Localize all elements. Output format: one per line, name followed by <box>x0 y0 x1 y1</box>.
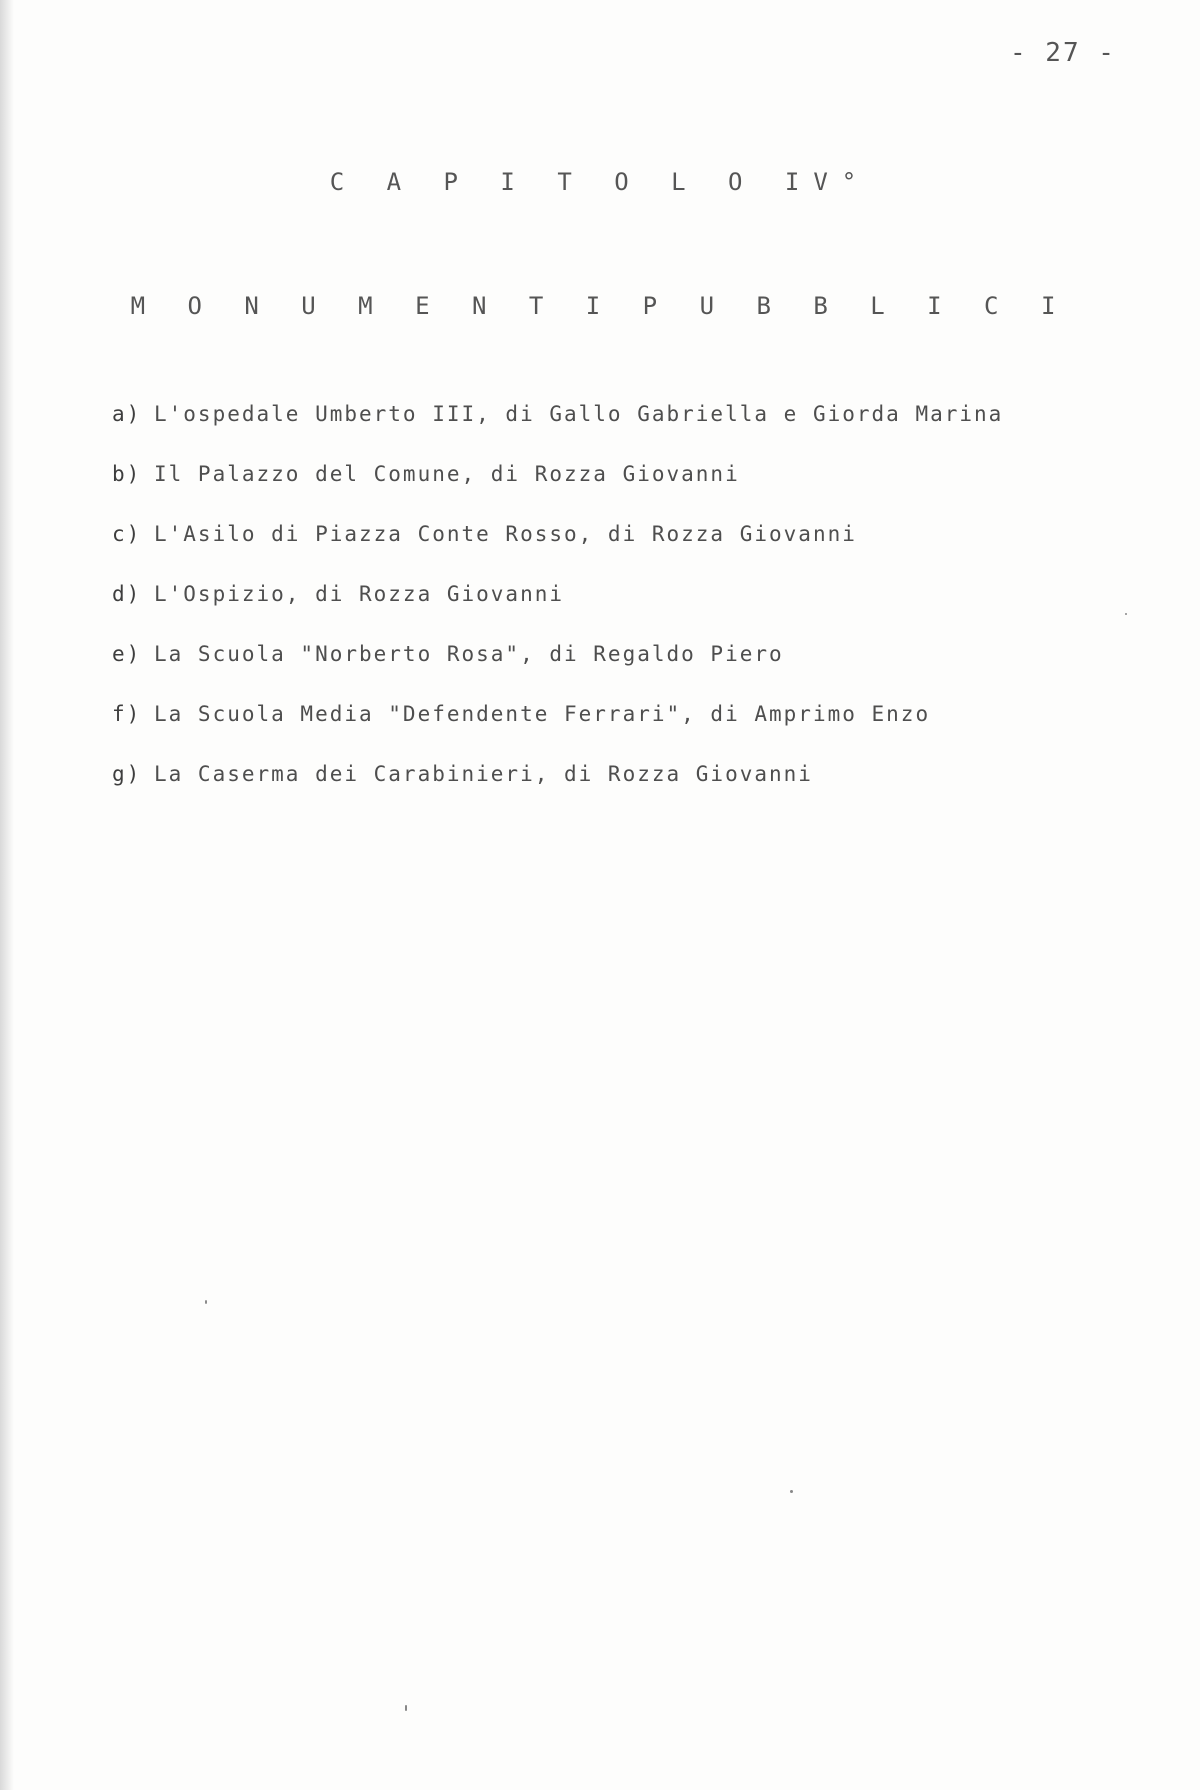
list-item-letter: e) <box>112 642 142 666</box>
scan-edge-shadow <box>0 0 14 1790</box>
list-item-text: L'Asilo di Piazza Conte Rosso, di Rozza Giovanni <box>154 522 857 546</box>
list-item-letter: f) <box>112 702 142 726</box>
list-item-letter: b) <box>112 462 142 486</box>
list-item-text: La Scuola Media "Defendente Ferrari", di Amprimo Enzo <box>154 702 931 726</box>
list-item-text: La Caserma dei Carabinieri, di Rozza Giovanni <box>154 762 813 786</box>
list-item-text: L'ospedale Umberto III, di Gallo Gabriella e Giorda Marina <box>154 402 1004 426</box>
list-item <box>112 642 1112 702</box>
paper-speck <box>405 1705 407 1711</box>
paper-speck <box>205 1300 207 1304</box>
page-number: - 27 - <box>1010 38 1116 68</box>
list-item-text: Il Palazzo del Comune, di Rozza Giovanni <box>154 462 740 486</box>
list-item-letter: d) <box>112 582 142 606</box>
list-item-letter: g) <box>112 762 142 786</box>
paper-speck <box>790 1490 793 1493</box>
list-item-letter: a) <box>112 402 142 426</box>
list-item <box>112 582 1112 642</box>
list-item-text: La Scuola "Norberto Rosa", di Regaldo Piero <box>154 642 784 666</box>
list-item <box>112 402 1112 462</box>
list-item-letter: c) <box>112 522 142 546</box>
list-item <box>112 462 1112 522</box>
list-item <box>112 702 1112 762</box>
paper-speck <box>1125 613 1127 615</box>
list-item <box>112 522 1112 582</box>
list-item-text: L'Ospizio, di Rozza Giovanni <box>154 582 565 606</box>
section-title: M O N U M E N T I P U B B L I C I <box>130 292 1070 320</box>
list-item <box>112 762 1112 822</box>
chapter-title: C A P I T O L O IV° <box>329 168 871 196</box>
monument-list <box>112 402 1112 822</box>
